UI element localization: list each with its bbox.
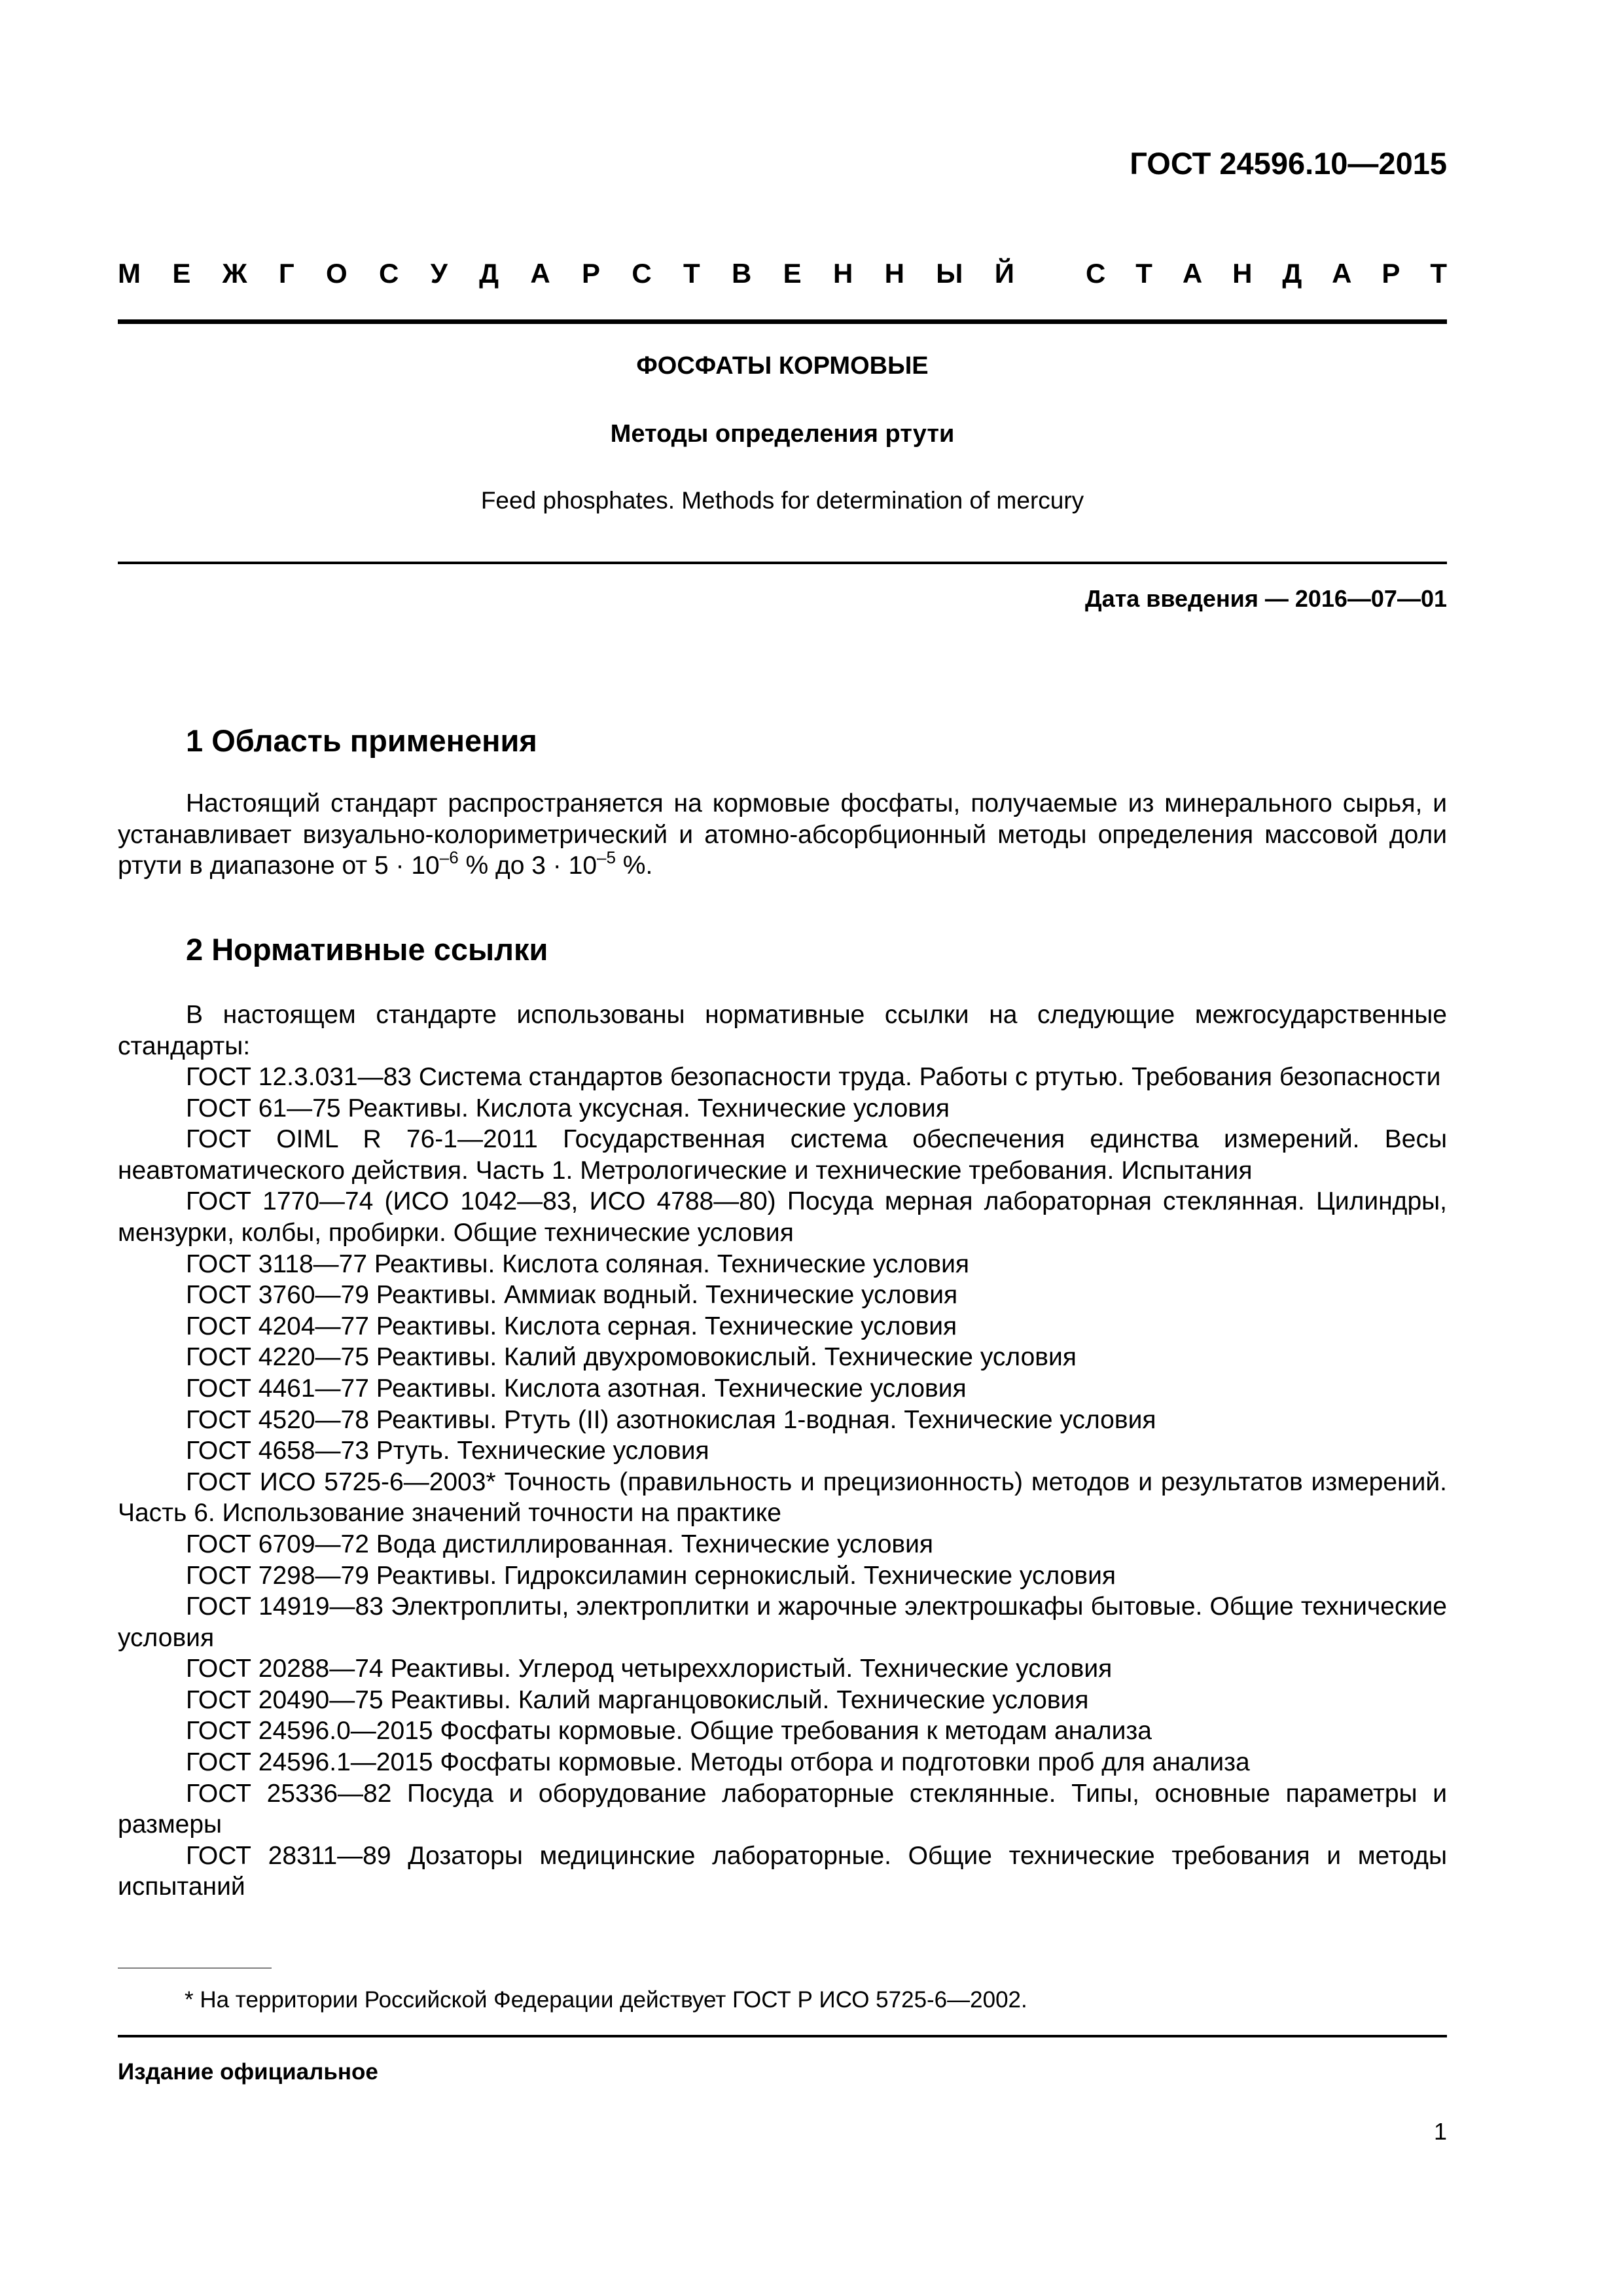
- spaced-letter: В: [731, 258, 752, 289]
- header-divider: [118, 319, 1447, 324]
- reference-item: ГОСТ 4461—77 Реактивы. Кислота азотная. Технические условия: [186, 1374, 967, 1403]
- spaced-letter: Д: [1282, 258, 1302, 289]
- spaced-letter: С: [632, 258, 652, 289]
- reference-item: ГОСТ 24596.0—2015 Фосфаты кормовые. Общие требования к методам анализа: [186, 1717, 1152, 1746]
- standard-type-word-2: [1086, 258, 1447, 289]
- spaced-letter: М: [118, 258, 141, 289]
- spaced-letter: О: [326, 258, 348, 289]
- page-number: 1: [1433, 2118, 1447, 2145]
- introduction-date: Дата введения — 2016—07—01: [1084, 585, 1447, 612]
- reference-item: ГОСТ 4220—75 Реактивы. Калий двухромовокислый. Технические условия: [186, 1343, 1077, 1372]
- section-2-intro: В настоящем стандарте использованы нормативные ссылки на следующие межгосударственные стандарты:: [118, 1001, 1447, 1060]
- reference-item: ГОСТ 28311—89 Дозаторы медицинские лабораторные. Общие технические требования и методы испытаний: [118, 1841, 1447, 1901]
- spaced-letter: Р: [1382, 258, 1400, 289]
- reference-item: ГОСТ OIML R 76-1—2011 Государственная система обеспечения единства измерений. Весы неавтоматического действия. Часть 1. Метрологические и технические требования. Испытания: [118, 1125, 1447, 1185]
- spaced-letter: А: [1332, 258, 1352, 289]
- reference-item: ГОСТ 7298—79 Реактивы. Гидроксиламин сернокислый. Технические условия: [186, 1561, 1116, 1590]
- scope-text-part-1: Настоящий стандарт распространяется на кормовые фосфаты, получаемые из минерального сырья, и устанавливает визуально-колориметрический и атомно-абсорбционный методы определения массовой доли ртути в диапазоне от 5 · 10: [118, 789, 1447, 880]
- scope-text-part-3: %.: [615, 852, 653, 880]
- spaced-letter: Т: [1430, 258, 1447, 289]
- reference-item: ГОСТ 4520—78 Реактивы. Ртуть (II) азотнокислая 1-водная. Технические условия: [186, 1405, 1156, 1434]
- spaced-letter: Е: [172, 258, 191, 289]
- spaced-letter: Т: [1135, 258, 1152, 289]
- reference-item: ГОСТ ИСО 5725-6—2003* Точность (правильность и прецизионность) методов и результатов измерений. Часть 6. Использование значений точности на практике: [118, 1467, 1447, 1528]
- reference-item: ГОСТ 4204—77 Реактивы. Кислота серная. Технические условия: [186, 1312, 957, 1340]
- spaced-letter: Ы: [936, 258, 963, 289]
- document-subtitle: Методы определения ртути: [610, 420, 955, 448]
- reference-item: ГОСТ 3760—79 Реактивы. Аммиак водный. Технические условия: [186, 1281, 958, 1310]
- spaced-letter: У: [430, 258, 448, 289]
- reference-item: ГОСТ 3118—77 Реактивы. Кислота соляная. Технические условия: [186, 1249, 970, 1278]
- scope-text-part-2: % до 3 · 10: [458, 852, 597, 880]
- spaced-letter: С: [1086, 258, 1106, 289]
- reference-item: ГОСТ 6709—72 Вода дистиллированная. Технические условия: [186, 1530, 934, 1558]
- spaced-letter: Н: [1232, 258, 1253, 289]
- spaced-letter: Й: [994, 258, 1014, 289]
- spaced-letter: А: [530, 258, 550, 289]
- reference-item: ГОСТ 12.3.031—83 Система стандартов безопасности труда. Работы с ртутью. Требования безопасности: [186, 1063, 1441, 1091]
- spaced-letter: Ж: [222, 258, 247, 289]
- spaced-letter: С: [379, 258, 399, 289]
- spaced-letter: Н: [832, 258, 853, 289]
- normative-references-list: [118, 1062, 1447, 1903]
- standard-designation: ГОСТ 24596.10—2015: [1130, 146, 1447, 181]
- reference-item: ГОСТ 25336—82 Посуда и оборудование лабораторные стеклянные. Типы, основные параметры и размеры: [118, 1779, 1447, 1839]
- reference-item: ГОСТ 20490—75 Реактивы. Калий марганцовокислый. Технические условия: [186, 1685, 1089, 1714]
- spaced-letter: Н: [884, 258, 904, 289]
- reference-item: ГОСТ 1770—74 (ИСО 1042—83, ИСО 4788—80) Посуда мерная лабораторная стеклянная. Цилиндры, мензурки, колбы, пробирки. Общие технические условия: [118, 1187, 1447, 1247]
- spaced-letter: Т: [683, 258, 700, 289]
- footer-divider: [118, 2035, 1447, 2037]
- spaced-letter: Е: [783, 258, 802, 289]
- section-1-paragraph: [118, 788, 1447, 882]
- spaced-letter: Р: [582, 258, 601, 289]
- reference-item: ГОСТ 14919—83 Электроплиты, электроплитки и жарочные электрошкафы бытовые. Общие технические условия: [118, 1592, 1447, 1652]
- reference-item: ГОСТ 24596.1—2015 Фосфаты кормовые. Методы отбора и подготовки проб для анализа: [186, 1748, 1250, 1777]
- reference-item: ГОСТ 61—75 Реактивы. Кислота уксусная. Технические условия: [186, 1094, 950, 1122]
- title-divider: [118, 562, 1447, 564]
- reference-item: ГОСТ 20288—74 Реактивы. Углерод четыреххлористый. Технические условия: [186, 1655, 1113, 1683]
- footnote-separator: [118, 1967, 272, 1969]
- scope-exponent-1: –6: [439, 848, 459, 868]
- official-edition-label: Издание официальное: [118, 2059, 378, 2085]
- section-1-heading: 1 Область применения: [186, 723, 537, 758]
- reference-item: ГОСТ 4658—73 Ртуть. Технические условия: [186, 1437, 709, 1465]
- spaced-letter: А: [1182, 258, 1203, 289]
- standard-type-line: [118, 258, 1447, 289]
- spaced-letter: Г: [278, 258, 294, 289]
- standard-type-word-1: [118, 258, 1014, 289]
- footnote: * На территории Российской Федерации действует ГОСТ Р ИСО 5725-6—2002.: [185, 1987, 1027, 2013]
- spaced-letter: Д: [479, 258, 499, 289]
- section-2-heading: 2 Нормативные ссылки: [186, 932, 548, 967]
- scope-exponent-2: –5: [597, 848, 616, 868]
- document-title-english: Feed phosphates. Methods for determination of mercury: [480, 487, 1084, 514]
- document-title: ФОСФАТЫ КОРМОВЫЕ: [636, 352, 929, 380]
